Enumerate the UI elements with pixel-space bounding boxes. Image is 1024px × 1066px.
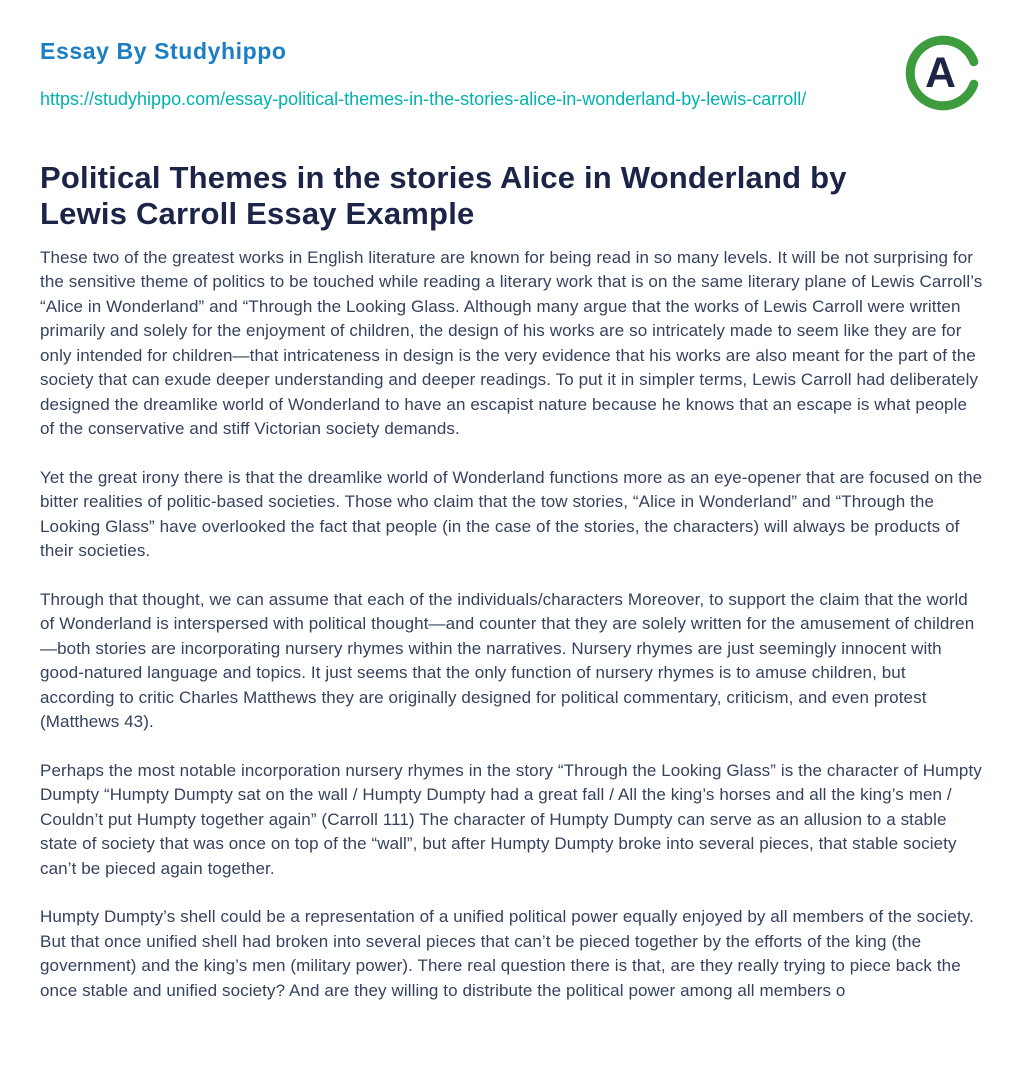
essay-paragraph-1: These two of the greatest works in English literature are known for being read in so many levels. It will be not surprising for the sensitive theme of politics to be touched while reading a literary work that is on the same literary plane of Lewis Carroll’s “Alice in Wonderland” and “Through the Looking Glass. Although many argue that the works of Lewis Carroll were written primarily and solely for the enjoyment of children, the design of his works are so intricately made to seem like they are for only intended for children—that intricateness in design is the very evidence that his works are also meant for the part of the society that can exude deeper understanding and deeper readings. To put it in simpler terms, Lewis Carroll had deliberately designed the dreamlike world of Wonderland to have an escapist nature because he knows that an escape is what people of the conservative and stiff Victorian society demands. (40, 247, 983, 439)
essay-title: Political Themes in the stories Alice in Wonderland by Lewis Carroll Essay Example (40, 160, 847, 232)
essay-paragraph-3: Through that thought, we can assume that each of the individuals/characters Moreover, to support the claim that the world of Wonderland is interspersed with political thought—and counter that they are solely written for the amusement of children—both stories are incorporating nursery rhymes within the narratives. Nursery rhymes are just seemingly innocent with good-natured language and topics. It just seems that the only function of nursery rhymes is to amuse children, but according to critic Charles Matthews they are originally designed for political commentary, criticism, and even protest (Matthews 43). (40, 589, 975, 732)
studyhippo-logo[interactable] (902, 32, 984, 114)
essay-body (40, 246, 984, 1004)
site-label: Essay By Studyhippo (40, 38, 287, 64)
logo-mark (902, 32, 984, 114)
header (40, 38, 984, 114)
essay-paragraph-4: Perhaps the most notable incorporation nursery rhymes in the story “Through the Looking Glass” is the character of Humpty Dumpty “Humpty Dumpty sat on the wall / Humpty Dumpty had a great fall / All the king’s horses and all the king’s men / Couldn’t put Humpty together again” (Carroll 111) The character of Humpty Dumpty can serve as an allusion to a stable state of society that was once on top of the “wall”, but after Humpty Dumpty broke into several pieces, that stable society can’t be pieced again together. (40, 760, 982, 878)
source-url-link[interactable]: https://studyhippo.com/essay-political-themes-in-the-stories-alice-in-wonderland-by-lewis-carroll/ (40, 89, 807, 109)
header-text-block (40, 38, 806, 112)
logo-letter: A (925, 48, 956, 97)
essay-paragraph-5: Humpty Dumpty’s shell could be a representation of a unified political power equally enjoyed by all members of the society. But that once unified shell had broken into several pieces that can’t be pieced together by the efforts of the king (the government) and the king’s men (military power). There real question there is that, are they really trying to piece back the once stable and unified society? And are they willing to distribute the political power among all members o (40, 907, 974, 1000)
essay-paragraph-2: Yet the great irony there is that the dreamlike world of Wonderland functions more as an eye-opener that are focused on the bitter realities of politic-based societies. Those who claim that the tow stories, “Alice in Wonderland” and “Through the Looking Glass” have overlooked the fact that people (in the case of the stories, the characters) will always be products of their societies. (40, 467, 983, 561)
